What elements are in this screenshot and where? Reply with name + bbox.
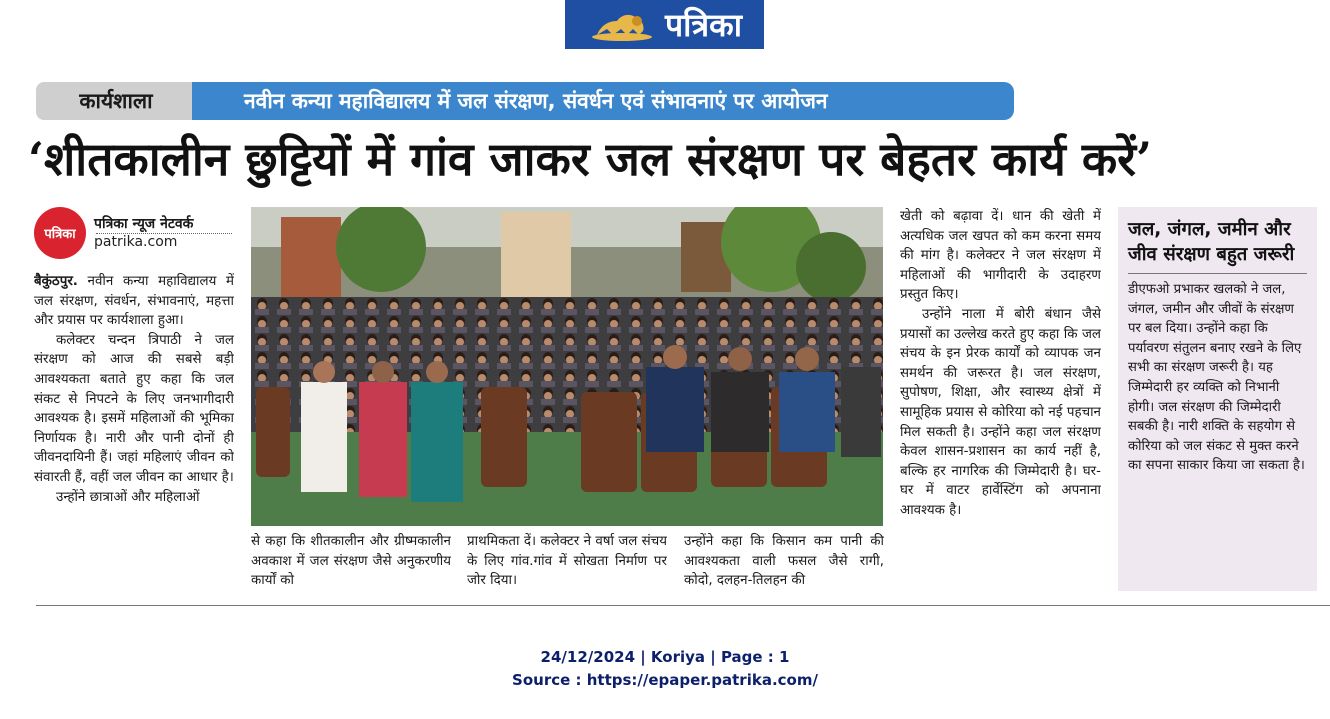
sidebar-body: डीएफओ प्रभाकर खलको ने जल, जंगल, जमीन और जीवों के संरक्षण पर बल दिया। उन्होंने कहा कि पर्यावरण संतुलन बनाए रखने के लिए सभी का संरक्षण जरूरी है। यह जिम्मेदारी हर व्यक्ति को निभानी होगी। जल संरक्षण की जिम्मेदारी सबकी है। नारी शक्ति के सहयोग से कोरिया को जल संकट से मुक्त करने का सपना साकार किया जा सकता है।	[1128, 282, 1305, 474]
article-paragraph: उन्होंने कहा कि किसान कम पानी की आवश्यकता वाली फसल जैसे रागी, कोदो, दलहन-तिलहन की	[684, 534, 884, 589]
masthead-logo[interactable]	[565, 0, 764, 49]
lion-icon	[587, 7, 657, 43]
article-paragraph: उन्होंने छात्राओं और महिलाओं	[56, 489, 200, 505]
dateline-place: बैकुंठपुर.	[34, 274, 78, 289]
byline-divider	[96, 233, 232, 234]
paragraph-text: नवीन कन्या महाविद्यालय में जल संरक्षण, संवर्धन, संभावनाएं, महत्ता और प्रयास पर कार्यशाला हुआ।	[34, 274, 234, 329]
patrika-badge-icon: पत्रिका	[34, 207, 86, 259]
article-column-2	[251, 532, 451, 598]
main-headline: ‘शीतकालीन छुट्टियों में गांव जाकर जल संरक्षण पर बेहतर कार्य करें’	[28, 132, 1152, 186]
article-column-5	[900, 207, 1101, 599]
article-paragraph: उन्होंने नाला में बोरी बंधान जैसे प्रयासों का उल्लेख करते हुए कहा कि जल संचय के इन प्रेरक कार्यों को व्यापक जन समर्थन की जरूरत है। जल संरक्षण, सुपोषण, शिक्षा, और स्वास्थ्य क्षेत्रों में सामूहिक प्रयास से कोरिया को नई पहचान मिल सकती है। उन्होंने कहा जल संरक्षण केवल शासन-प्रशासन का कार्य नहीं है, बल्कि हर नागरिक की जिम्मेदारी है। घर-घर में वाटर हार्वेस्टिंग को अपनाना आवश्यक है।	[900, 306, 1101, 518]
sidebar-title: जल, जंगल, जमीन और जीव संरक्षण बहुत जरूरी	[1128, 217, 1307, 274]
article-paragraph	[34, 272, 234, 331]
article-paragraph: कलेक्टर चन्दन त्रिपाठी ने जल संरक्षण को आज की सबसे बड़ी आवश्यकता बताते हुए कहा कि जल संकट से निपटने के लिए जनभागीदारी आवश्यक है। इसमें महिलाओं की भूमिका निर्णायक है। नारी और पानी दोनों ही जीवनदायिनी हैं। जहां महिलाएं जीवन को संवारती हैं, वहीं जल जीवन का आधार है।	[34, 332, 234, 485]
article-paragraph: प्राथमिकता दें। कलेक्टर ने वर्षा जल संचय के लिए गांव.गांव में सोखता निर्माण पर जोर दिया।	[467, 534, 667, 589]
article-column-3	[467, 532, 667, 598]
audience-photo-image	[251, 207, 883, 526]
sub-headline: नवीन कन्या महाविद्यालय में जल संरक्षण, संवर्धन एवं संभावनाएं पर आयोजन	[192, 82, 1014, 120]
footer-dateline: 24/12/2024 | Koriya | Page : 1	[540, 648, 790, 666]
article-paragraph: खेती को बढ़ावा दें। धान की खेती में अत्यधिक जल खपत को कम करना समय की मांग है। कलेक्टर ने जल संरक्षण में महिलाओं की भागीदारी के उदाहरण प्रस्तुत किए।	[900, 209, 1101, 303]
article-column-4	[684, 532, 884, 598]
page-divider	[36, 605, 1330, 606]
byline-site[interactable]: patrika.com	[94, 234, 178, 250]
byline-agency: पत्रिका न्यूज नेटवर्क	[94, 216, 194, 232]
event-photo	[251, 207, 883, 526]
kicker-label: कार्यशाला	[36, 82, 196, 120]
footer-source[interactable]: Source : https://epaper.patrika.com/	[512, 671, 818, 689]
sidebar-box	[1118, 207, 1317, 591]
article-column-1	[34, 272, 234, 597]
article-paragraph: से कहा कि शीतकालीन और ग्रीष्मकालीन अवकाश में जल संरक्षण जैसे अनुकरणीय कार्यों को	[251, 534, 451, 589]
masthead-brand: पत्रिका	[665, 5, 742, 44]
